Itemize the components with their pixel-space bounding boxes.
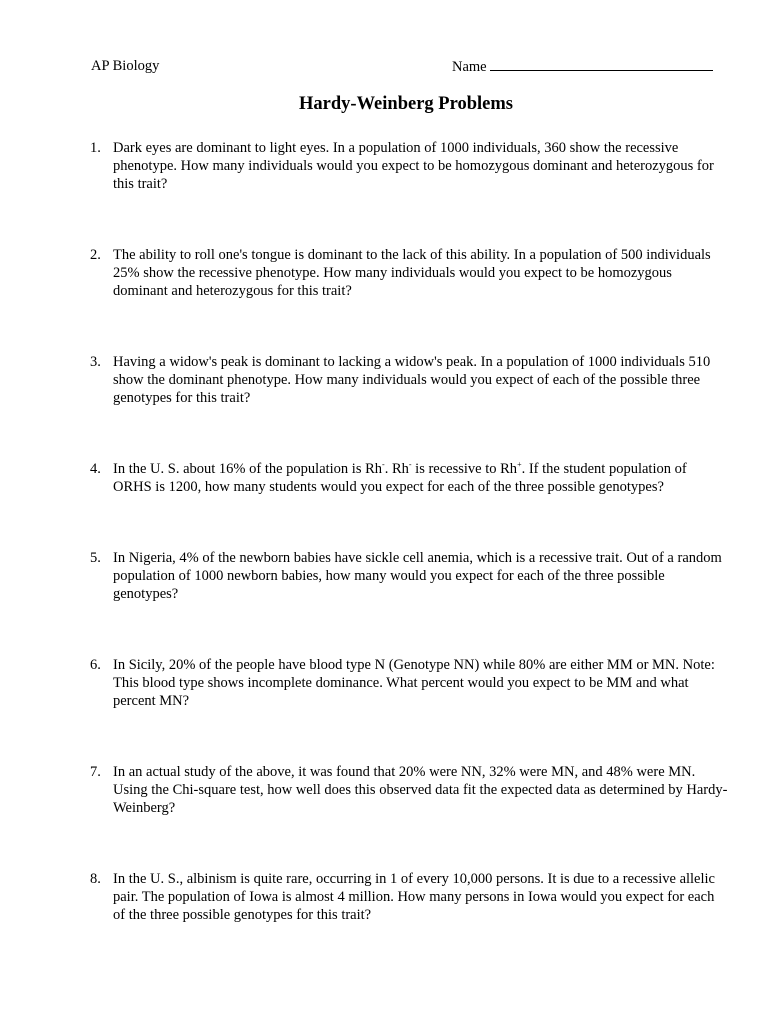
name-blank-line bbox=[490, 57, 713, 71]
problem-number: 6. bbox=[90, 657, 101, 673]
problem-text: In the U. S., albinism is quite rare, occurring in 1 of every 10,000 persons. It is due to a recessive allelic pair. The population of Iowa is almost 4 million. How many persons in Iowa would you expect for each of the three possible genotypes for this trait? bbox=[113, 871, 715, 923]
name-field bbox=[452, 57, 713, 76]
name-label: Name bbox=[452, 59, 487, 75]
superscript-minus: - bbox=[382, 460, 385, 470]
problem-number: 7. bbox=[90, 764, 101, 780]
problem-text: In Sicily, 20% of the people have blood type N (Genotype NN) while 80% are either MM or MN. Note: This blood type shows incomplete dominance. What percent would you expect to be MM and what percent MN? bbox=[113, 657, 715, 709]
problem-text-part: . If the student population of ORHS is 1200, how many students would you expect for each of the three possible genotypes? bbox=[113, 461, 687, 495]
problem-number: 2. bbox=[90, 247, 101, 263]
problem-text: In Nigeria, 4% of the newborn babies have sickle cell anemia, which is a recessive trait. Out of a random population of 1000 newborn babies, how many would you expect for each of the three possible genotypes? bbox=[113, 550, 722, 602]
problem-text: In an actual study of the above, it was found that 20% were NN, 32% were MN, and 48% were MN. Using the Chi-square test, how well does this observed data fit the expected data as determined by Hardy-Weinberg? bbox=[113, 764, 728, 816]
superscript-minus: - bbox=[408, 460, 412, 470]
problem-number: 4. bbox=[90, 461, 101, 477]
problem-text-part: is recessive to Rh bbox=[411, 461, 518, 477]
problem-text bbox=[113, 460, 728, 496]
problem-text: The ability to roll one's tongue is dominant to the lack of this ability. In a population of 500 individuals 25% show the recessive phenotype. How many individuals would you expect to be homozygous dominant and heterozygous for this trait? bbox=[113, 247, 711, 299]
problem-number: 8. bbox=[90, 871, 101, 887]
page-title: Hardy-Weinberg Problems bbox=[299, 94, 513, 114]
problem-number: 3. bbox=[90, 354, 101, 370]
problem-number: 1. bbox=[90, 140, 101, 156]
course-label: AP Biology bbox=[91, 58, 160, 74]
problem-text: Having a widow's peak is dominant to lacking a widow's peak. In a population of 1000 individuals 510 show the dominant phenotype. How many individuals would you expect of each of the possible three genotypes for this trait? bbox=[113, 354, 711, 406]
problem-text: Dark eyes are dominant to light eyes. In a population of 1000 individuals, 360 show the recessive phenotype. How many individuals would you expect to be homozygous dominant and heterozygous for this trait? bbox=[113, 140, 714, 192]
superscript-plus: + bbox=[517, 460, 522, 470]
problem-number: 5. bbox=[90, 550, 101, 566]
worksheet-header bbox=[91, 57, 731, 77]
problem-text-part: In the U. S. about 16% of the population is Rh bbox=[113, 461, 383, 477]
problem-text-part: . Rh bbox=[384, 461, 409, 477]
